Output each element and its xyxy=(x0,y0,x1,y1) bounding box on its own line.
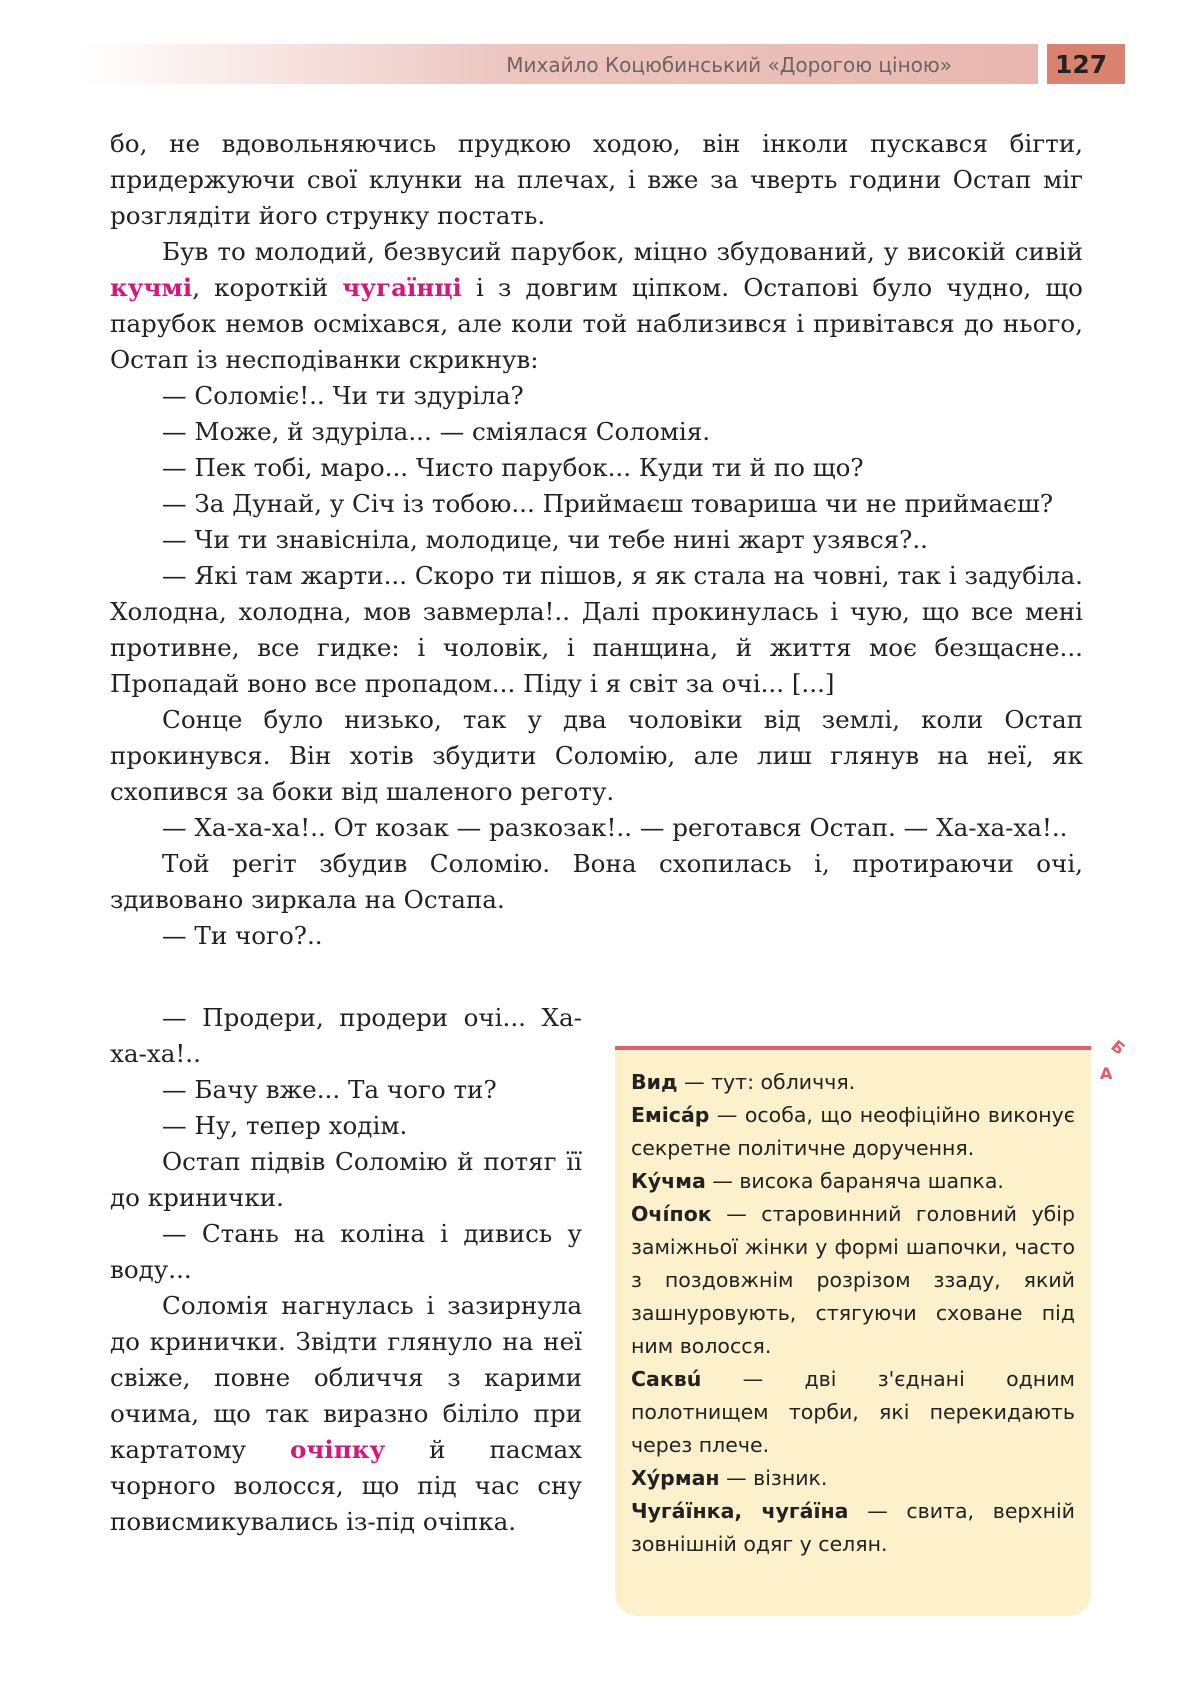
glossary-entry xyxy=(631,1495,1075,1561)
text-run: — Бачу вже... Та чого ти? xyxy=(162,1075,497,1104)
glossary-entry xyxy=(631,1198,1075,1363)
paragraph xyxy=(110,414,1083,450)
highlighted-term: кучмі xyxy=(110,273,193,302)
glossary-term: Хýрман xyxy=(631,1466,720,1490)
paragraph xyxy=(110,1000,582,1072)
highlighted-term: очіпку xyxy=(289,1435,386,1464)
glossary-corner-label xyxy=(1098,1036,1138,1096)
text-run: — Продери, продери очі... Ха-ха-ха!.. xyxy=(110,1003,582,1068)
paragraph xyxy=(110,1216,582,1288)
glossary-term: Очíпок xyxy=(631,1202,712,1226)
glossary-term: Вид xyxy=(631,1070,678,1094)
text-run: Сонце було низько, так у два чоловіки від землі, коли Остап прокинувся. Він хотів збудити Соломію, але лиш глянув на неї, як схопився за боки від шаленого реготу. xyxy=(110,705,1083,806)
paragraph xyxy=(110,1072,582,1108)
paragraph xyxy=(110,558,1083,702)
text-run: — Соломіє!.. Чи ти здуріла? xyxy=(162,381,524,410)
main-text-block xyxy=(110,126,1083,954)
paragraph xyxy=(110,450,1083,486)
paragraph xyxy=(110,918,1083,954)
corner-letter-b: Б xyxy=(1107,1036,1129,1059)
glossary-entry xyxy=(631,1165,1075,1198)
glossary-term: Саквú xyxy=(631,1367,702,1391)
highlighted-term: чугаїнці xyxy=(342,273,462,302)
paragraph xyxy=(110,486,1083,522)
corner-letter-a: А xyxy=(1100,1064,1113,1083)
paragraph xyxy=(110,126,1083,234)
glossary-entry xyxy=(631,1099,1075,1165)
paragraph xyxy=(110,810,1083,846)
glossary-definition: — візник. xyxy=(719,1466,828,1490)
glossary-definition: — тут: обличчя. xyxy=(677,1070,856,1094)
glossary-term: Кýчма xyxy=(631,1169,706,1193)
page-number: 127 xyxy=(1047,44,1125,84)
glossary-entry xyxy=(631,1363,1075,1462)
paragraph xyxy=(110,1108,582,1144)
glossary-definition: — дві з'єднані одним полотнищем торби, які перекидають через плече. xyxy=(631,1367,1075,1457)
paragraph xyxy=(110,702,1083,810)
text-run: — За Дунай, у Січ із тобою... Приймаєш товариша чи не приймаєш? xyxy=(162,489,1054,518)
running-header-title: Михайло Коцюбинський «Дорогою ціною» xyxy=(506,53,952,77)
left-column-text xyxy=(110,1000,582,1540)
header-bar xyxy=(80,44,1038,84)
text-run: і з довгим ціпком. Остапові було чудно, що парубок немов осміхався, але коли той наблизився і привітався до нього, Остап із несподіванки скрикнув: xyxy=(110,273,1083,374)
text-run: й пасмах чорного волосся, що під час сну повисмикувались із-під очіпка. xyxy=(110,1435,582,1536)
text-run: — Ну, тепер ходім. xyxy=(162,1111,408,1140)
text-run: — Чи ти знавісніла, молодице, чи тебе нині жарт узявся?.. xyxy=(162,525,928,554)
glossary-definition: — особа, що неофіційно виконує секретне політичне доручення. xyxy=(631,1103,1075,1160)
paragraph xyxy=(110,1288,582,1540)
paragraph xyxy=(110,234,1083,378)
glossary-term: Емісáр xyxy=(631,1103,710,1127)
text-run: — Стань на коліна і дивись у воду... xyxy=(110,1219,582,1284)
glossary-term: Чугáїнка, чугáїна xyxy=(631,1499,849,1523)
text-run: — Які там жарти... Скоро ти пішов, я як стала на човні, так і задубіла. Холодна, холодна, мов завмерла!.. Далі прокинулась і чую, що все мені противне, все гидке: і чоловік, і панщина, й життя моє безщасне... Пропадай воно все пропадом... Піду і я світ за очі... [...] xyxy=(110,561,1083,698)
glossary-definition: — свита, верхній зовнішній одяг у селян. xyxy=(631,1499,1076,1556)
glossary-definition: — старовинний головний убір заміжньої жінки у формі шапочки, часто з поздовжнім розрізом ззаду, який зашнуровують, стягуючи сховане під ним волосся. xyxy=(631,1202,1075,1358)
paragraph xyxy=(110,378,1083,414)
text-run: , короткій xyxy=(192,273,343,302)
paragraph xyxy=(110,1144,582,1216)
text-run: — Пек тобі, маро... Чисто парубок... Куди ти й по що? xyxy=(162,453,864,482)
text-run: бо, не вдовольняючись прудкою ходою, він інколи пускався бігти, придержуючи свої клунки на плечах, і вже за чверть години Остап міг розглядіти його струнку постать. xyxy=(110,129,1083,230)
glossary-entry xyxy=(631,1462,1075,1495)
glossary-box xyxy=(615,1046,1091,1616)
text-run: Той регіт збудив Соломію. Вона схопилась і, протираючи очі, здивовано зиркала на Остапа. xyxy=(110,849,1083,914)
text-run: Остап підвів Соломію й потяг її до кринички. xyxy=(110,1147,582,1212)
paragraph xyxy=(110,522,1083,558)
text-run: — Ти чого?.. xyxy=(162,921,323,950)
text-run: Був то молодий, безвусий парубок, міцно збудований, у високій сивій xyxy=(162,237,1083,266)
text-run: — Може, й здуріла... — сміялася Соломія. xyxy=(162,417,711,446)
text-run: — Ха-ха-ха!.. От козак — разкозак!.. — реготався Остап. — Ха-ха-ха!.. xyxy=(162,813,1068,842)
glossary-definition: — висока баранячa шапка. xyxy=(705,1169,1004,1193)
paragraph xyxy=(110,846,1083,918)
text-run: Соломія нагнулась і зазирнула до кринички. Звідти глянуло на неї свіже, повне обличчя з карими очима, що так виразно біліло при картатому xyxy=(110,1291,582,1464)
glossary-entry xyxy=(631,1066,1075,1099)
